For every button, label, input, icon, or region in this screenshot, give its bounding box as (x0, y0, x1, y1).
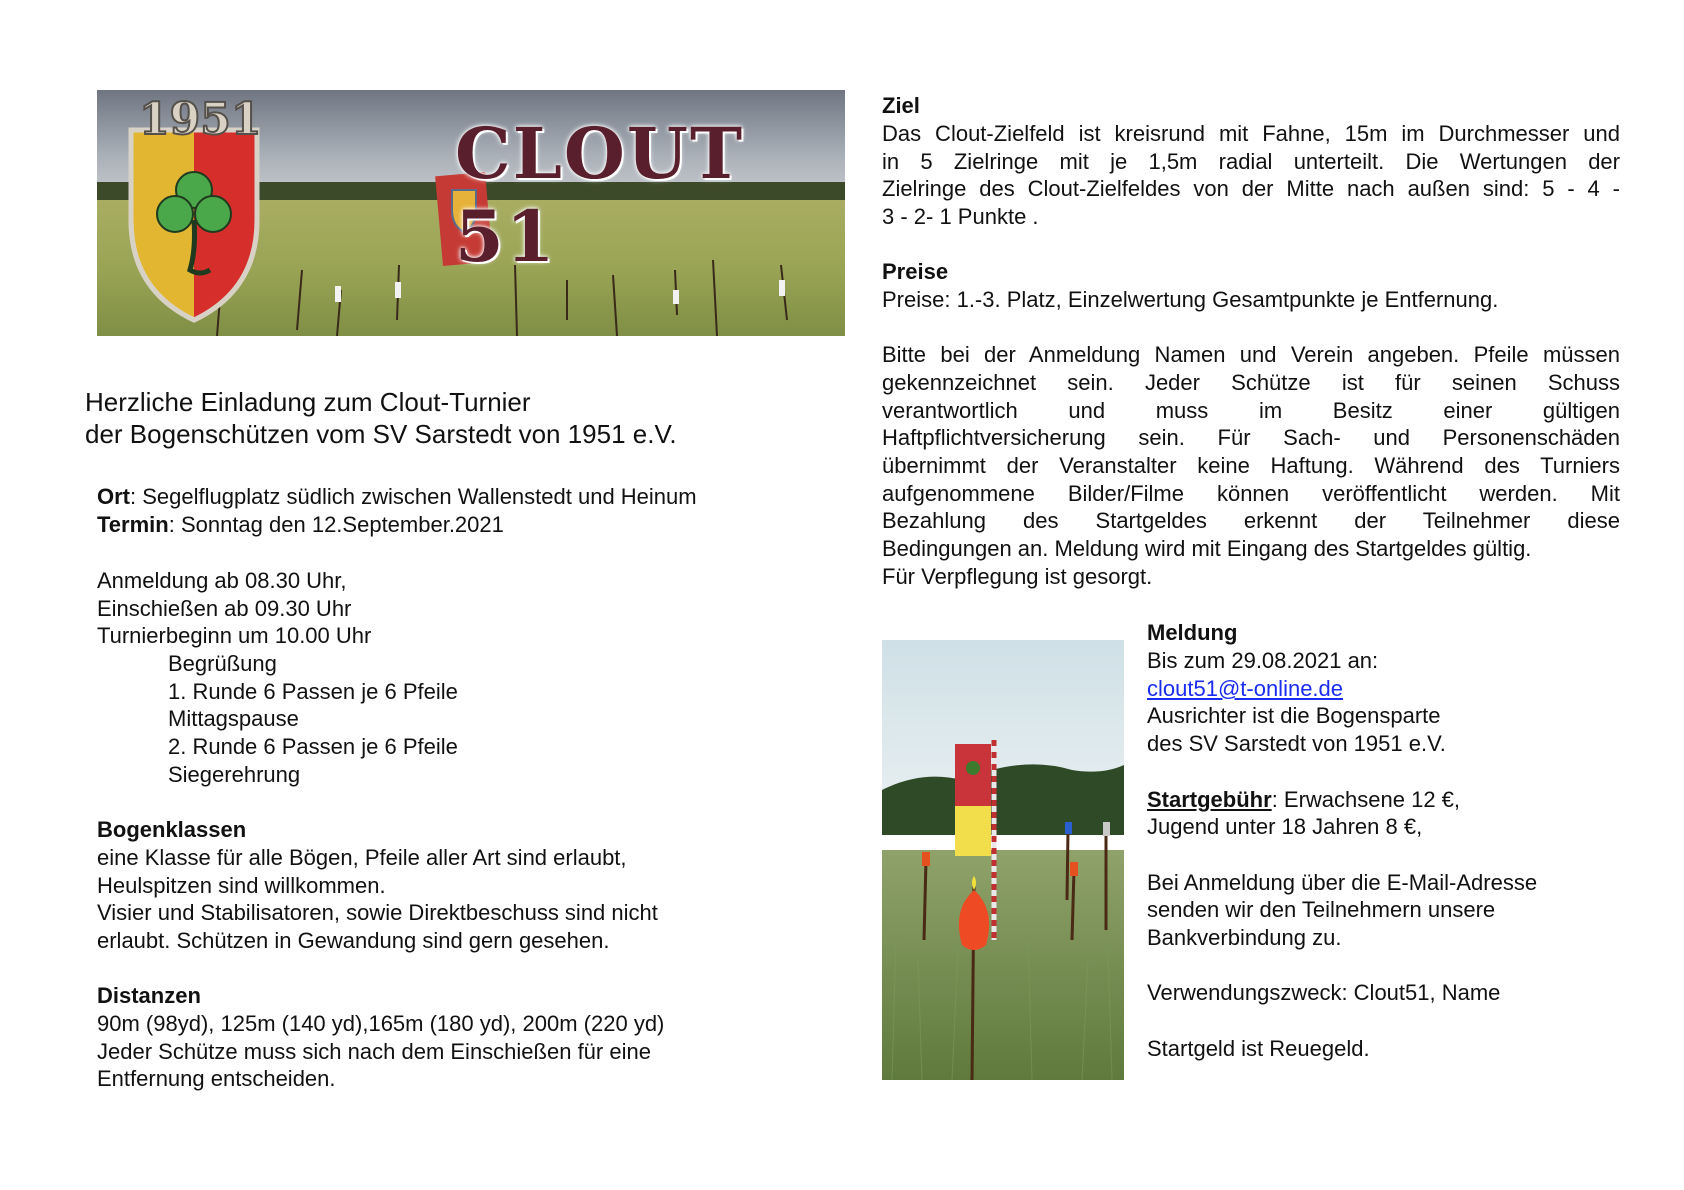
bogenklassen-heading: Bogenklassen (97, 817, 247, 842)
hinweis-line: Für Verpflegung ist gesorgt. (882, 564, 1153, 589)
ort-value: : Segelflugplatz südlich zwischen Wallenstedt und Heinum (130, 484, 697, 509)
bank-line: Bei Anmeldung über die E-Mail-Adresse (1147, 870, 1538, 895)
ort-label: Ort (97, 484, 130, 509)
invitation-line-1: Herzliche Einladung zum Clout-Turnier (85, 387, 531, 417)
termin-line (97, 511, 504, 539)
bogenklassen-line: eine Klasse für alle Bögen, Pfeile aller Art sind erlaubt, (97, 845, 627, 870)
schedule-line: Anmeldung ab 08.30 Uhr, (97, 568, 347, 593)
startgebuehr-line (1147, 786, 1460, 814)
ort-line (97, 483, 697, 511)
hinweis-line: verantwortlich und muss im Besitz einer gültigen (882, 398, 1620, 423)
bank-line: Bankverbindung zu. (1147, 925, 1342, 950)
ziel-line: in 5 Zielringe mit je 1,5m radial unterteilt. Die Wertungen der (882, 149, 1620, 174)
bogenklassen-line: erlaubt. Schützen in Gewandung sind gern gesehen. (97, 928, 610, 953)
ziel-line: Das Clout-Zielfeld ist kreisrund mit Fahne, 15m im Durchmesser und (882, 121, 1620, 146)
meldung-deadline: Bis zum 29.08.2021 an: (1147, 648, 1379, 673)
distanzen-line: Jeder Schütze muss sich nach dem Einschießen für eine (97, 1039, 651, 1064)
schedule-sub-item: Mittagspause (168, 706, 299, 731)
crest-year: 1951 (139, 94, 262, 145)
bank-line: senden wir den Teilnehmern unsere (1147, 897, 1496, 922)
ziel-line: Zielringe des Clout-Zielfeldes von der Mitte nach außen sind: 5 - 4 - (882, 176, 1620, 201)
hinweis-line: aufgenommene Bilder/Filme können veröffentlicht werden. Mit (882, 481, 1620, 506)
startgebuehr-label: Startgebühr (1147, 787, 1272, 812)
termin-label: Termin (97, 512, 169, 537)
flag-field-scene (882, 640, 1124, 1080)
bogenklassen-line: Visier und Stabilisatoren, sowie Direktbeschuss sind nicht (97, 900, 658, 925)
ziel-line: 3 - 2- 1 Punkte . (882, 204, 1039, 229)
hinweis-line: Bitte bei der Anmeldung Namen und Verein angeben. Pfeile müssen (882, 342, 1620, 367)
schedule-sub-item: Begrüßung (168, 651, 277, 676)
distanzen-line: Entfernung entscheiden. (97, 1066, 336, 1091)
flag-photo (882, 640, 1124, 1080)
schedule-line: Einschießen ab 09.30 Uhr (97, 596, 352, 621)
invitation-heading (85, 386, 677, 450)
preise-heading: Preise (882, 259, 949, 284)
reuegeld-note: Startgeld ist Reuegeld. (1147, 1036, 1370, 1061)
schedule-sub-item: 2. Runde 6 Passen je 6 Pfeile (168, 734, 458, 759)
hinweis-line: Bedingungen an. Meldung wird mit Eingang des Startgeldes gültig. (882, 536, 1532, 561)
ziel-heading: Ziel (882, 93, 920, 118)
startgebuehr-value: : Erwachsene 12 €, (1271, 787, 1461, 812)
hinweis-line: gekennzeichnet sein. Jeder Schütze ist für seinen Schuss (882, 370, 1620, 395)
verwendungszweck: Verwendungszweck: Clout51, Name (1147, 980, 1501, 1005)
ausrichter-line: des SV Sarstedt von 1951 e.V. (1147, 731, 1446, 756)
email-link[interactable]: clout51@t-online.de (1147, 676, 1344, 701)
distanzen-heading: Distanzen (97, 983, 201, 1008)
jugend-line: Jugend unter 18 Jahren 8 €, (1147, 814, 1423, 839)
schedule-sub-item: 1. Runde 6 Passen je 6 Pfeile (168, 679, 458, 704)
meldung-heading: Meldung (1147, 620, 1238, 645)
invitation-line-2: der Bogenschützen vom SV Sarstedt von 1951 e.V. (85, 419, 677, 449)
termin-value: : Sonntag den 12.September.2021 (168, 512, 504, 537)
schedule-line: Turnierbeginn um 10.00 Uhr (97, 623, 372, 648)
schedule-sub-item: Siegerehrung (168, 762, 301, 787)
hinweis-line: Haftpflichtversicherung sein. Für Sach- und Personenschäden (882, 425, 1620, 450)
preise-text: Preise: 1.-3. Platz, Einzelwertung Gesamtpunkte je Entfernung. (882, 287, 1499, 312)
distanzen-line: 90m (98yd), 125m (140 yd),165m (180 yd), 200m (220 yd) (97, 1011, 665, 1036)
bogenklassen-line: Heulspitzen sind willkommen. (97, 873, 386, 898)
banner-title: CLOUT 51 (455, 112, 745, 278)
banner-image (97, 90, 845, 336)
ausrichter-line: Ausrichter ist die Bogensparte (1147, 703, 1441, 728)
hinweis-line: Bezahlung des Startgeldes erkennt der Teilnehmer diese (882, 508, 1620, 533)
hinweis-line: übernimmt der Veranstalter keine Haftung. Während des Turniers (882, 453, 1620, 478)
email-line (1147, 675, 1343, 703)
